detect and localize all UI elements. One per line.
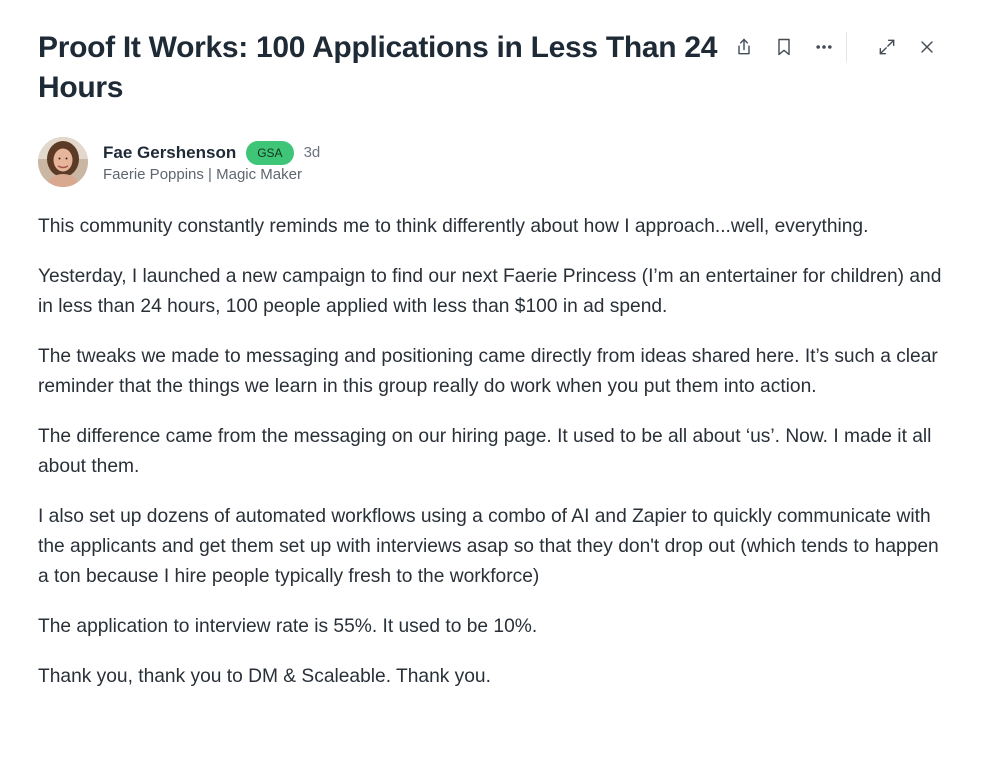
post-paragraph: Yesterday, I launched a new campaign to find our next Faerie Princess (I’m an entertainer for children) and in less than 24 hours, 100 people applied with less than $100 in ad spend.	[38, 266, 942, 317]
post-title: Proof It Works: 100 Applications in Less Than 24 Hours	[38, 31, 718, 104]
bookmark-button[interactable]	[764, 30, 804, 64]
avatar[interactable]	[38, 137, 88, 187]
post-paragraph: I also set up dozens of automated workflows using a combo of AI and Zapier to quickly communicate with the applicants and get them set up with interviews asap so that they don't drop out (which tends to happen a ton because I hire people typically fresh to the workforce)	[38, 506, 939, 587]
toolbar-divider	[846, 32, 847, 62]
post-paragraph: Thank you, thank you to DM & Scaleable. Thank you.	[38, 666, 491, 687]
expand-button[interactable]	[867, 30, 907, 64]
more-options-button[interactable]	[804, 30, 844, 64]
close-icon	[917, 37, 937, 57]
author-title: Faerie Poppins | Magic Maker	[103, 166, 302, 183]
more-horizontal-icon	[814, 37, 834, 57]
expand-icon	[877, 37, 897, 57]
share-button[interactable]	[724, 30, 764, 64]
post-paragraph: The application to interview rate is 55%. It used to be 10%.	[38, 616, 538, 637]
close-button[interactable]	[907, 30, 947, 64]
share-icon	[734, 37, 754, 57]
post-paragraph: This community constantly reminds me to think differently about how I approach...well, everything.	[38, 216, 869, 237]
bookmark-icon	[774, 37, 794, 57]
post-paragraph: The tweaks we made to messaging and positioning came directly from ideas shared here. It’s such a clear reminder that the things we learn in this group really do work when you put them into action.	[38, 346, 938, 397]
post-body	[38, 212, 953, 712]
role-badge: GSA	[246, 141, 293, 165]
author-name[interactable]: Fae Gershenson	[103, 142, 237, 162]
post-toolbar	[724, 30, 947, 64]
author-header	[38, 137, 320, 189]
post-paragraph: The difference came from the messaging on our hiring page. It used to be all about ‘us’. Now. I made it all about them.	[38, 426, 932, 477]
author-name-row	[103, 140, 320, 165]
post-time: 3d	[303, 144, 321, 161]
author-info	[103, 137, 320, 183]
